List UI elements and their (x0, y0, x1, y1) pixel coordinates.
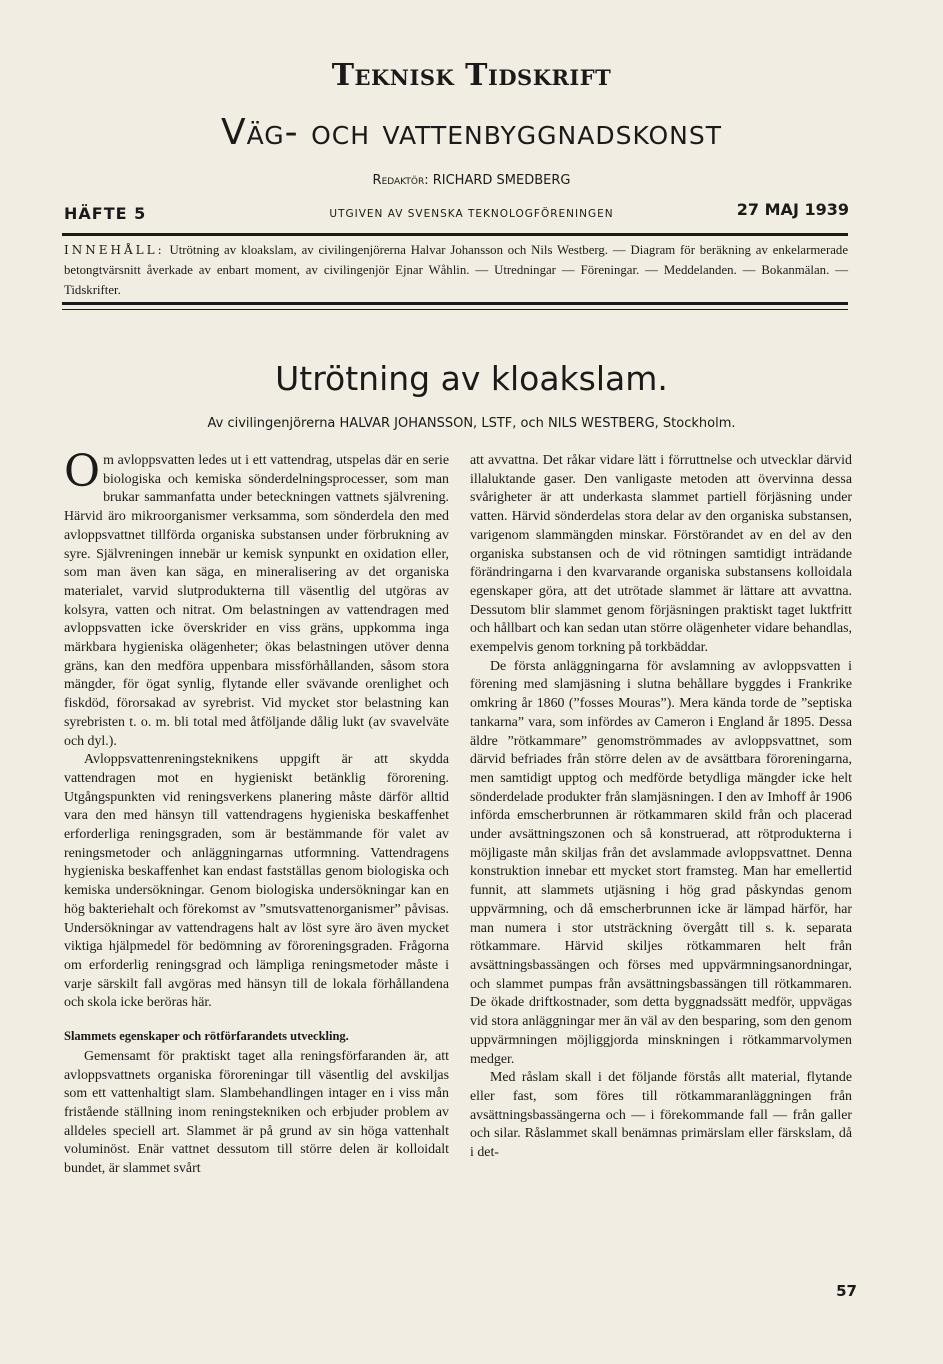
editor-line: Redaktör: RICHARD SMEDBERG (372, 173, 571, 188)
top-rule (62, 233, 848, 236)
article-column-right (470, 452, 852, 1163)
publisher-line: UTGIVEN AV SVENSKA TEKNOLOGFÖRENINGEN (329, 208, 614, 220)
issue-date: 27 MAJ 1939 (736, 200, 849, 219)
drop-cap: O (64, 446, 101, 497)
paragraph: att avvattna. Det råkar vidare lätt i förruttnelse och utvecklar därvid illaluktande gaser. Den vanligaste metoden att övervinna dessa svårigheter är att underkasta slammet partiell förjäsning under vatten. Härvid sönderdelas stora delar av den organiska substansen, varigenom slammängden minskar. Förstörandet av en del av den organiska substansen och de vid rötningen samtidigt inträdande förändringarna i den kvarvarande organiska substansens kolloidala egenskaper göra, att det utrötade slammet är lättare att avvattna. Dessutom blir slammet genom förjäsningen praktiskt taget luktfritt och hållbart och kan sedan utan större olägenheter vidare behandlas, exempelvis genom torkning på torkbäddar. (470, 453, 852, 656)
contents-label: INNEHÅLL: (64, 243, 165, 257)
contents-rule (62, 302, 848, 305)
paragraph: Avloppsvattenreningsteknikens uppgift är att skydda vattendragen mot en hygieniskt betänklig förorening. Utgångspunkten vid reningsverkens planering måste därför alltid vara den med hänsyn till vattendragens hygieniska beskaffenhet erforderliga reningsgraden, som är bestämmande för valet av reningsmetoder och anläggningarnas utformning. Vattendragens hygieniska beskaffenhet kan endast fastställas genom biologiska och kemiska undersökningar. Genom biologiska undersökningar kan en hög bakteriehalt och förekomst av ”smutsvattenorganismer” påvisas. Undersökningar av vattendragens halt av löst syre äro även mycket viktiga hjälpmedel för bedömning av föroreningsgraden. Frågorna om erforderlig reningsgrad och lämpliga reningsmetoder måste i varje särskilt fall avgöras med hänsyn till de lokala förhållandena och skola icke beröras här. (64, 752, 449, 1011)
table-of-contents (64, 240, 848, 300)
contents-text: Utrötning av kloakslam, av civilingenjörerna Halvar Johansson och Nils Westberg. — Diagram för beräkning av enkelarmerade betongtvärsnitt åverkade av enbart moment, av civilingenjör Ejnar Wåhlin. — Utredningar — Föreningar. — Meddelanden. — Bokanmälan. — Tidskrifter. (64, 243, 848, 297)
article-byline: Av civilingenjörerna HALVAR JOHANSSON, LSTF, och NILS WESTBERG, Stockholm. (207, 416, 736, 431)
paragraph: Gemensamt för praktiskt taget alla reningsförfaranden är, att avloppsvattnets organiska föroreningar till väsentlig del avskiljas som ett vattenhaltigt slam. Slambehandlingen intager en i viss mån fristående ställning inom reningstekniken och erbjuder problem av alldeles speciell art. Slammet är på grund av sin höga vattenhalt voluminöst. Enär vattnet dessutom till större delen är kolloidalt bundet, är slammet svårt (64, 1048, 449, 1177)
masthead: Teknisk Tidskrift (331, 58, 612, 93)
paragraph: De första anläggningarna för avslamning av avloppsvatten i förening med slamjäsning i slutna behållare byggdes i Frankrike omkring år 1860 (”fosses Mouras”). Mera kända torde de ”septiska tankarna” vara, som infördes av Cameron i England år 1895. Dessa äldre ”rötkammare” genomströmmades av avloppsvattnet, som därvid befriades från större delen av de avsättbara föroreningarna, men samtidigt upptog och medförde betydliga mängder icke helt sönderdelade produkter från slamjäsningen. I den av Imhoff år 1906 införda emscherbrunnen är rötkammaren skild från och placerad under avsättningszonen och så konstruerad, att rötprodukterna i möjligaste mån skiljas från det avslammade avloppsvattnet. Denna konstruktion innebar ett mycket stort framsteg. Man har emellertid funnit, att slammets utjäsning i hög grad påskyndas genom uppvärmning, och då emscherbrunnen icke är lämpad härför, har man numera i stor utsträckning övergått till s. k. separata rötkammare. Härvid skiljes rötkammaren helt från avsättningsbassängen och förses med uppvärmningsanordningar, och slammet pumpas från avsättningsbassängen till rötkammaren. De ökade driftkostnader, som detta byggnadssätt medför, uppvägas vid stora anläggningar mer än väl av den besparing, som den genom uppvärmningen möjliggjorda minskningen i rötkammarvolymen medger. (470, 658, 852, 1067)
journal-title: Väg- och vattenbyggnadskonst (220, 112, 722, 153)
paragraph: Med råslam skall i det följande förstås allt material, flytande eller fast, som föres till rötkammaranläggningen från avsättningsbassängerna och — i förekommande fall — från galler och silar. Råslammet skall benämnas primärslam eller färskslam, då i det- (470, 1070, 852, 1161)
paragraph-text: m avloppsvatten ledes ut i ett vattendrag, utspelas där en serie biologiska och kemiska sönderdelningsprocesser, som man brukar sammanfatta under beteckningen vattnets självrening. Härvid äro mikroorganismer verksamma, som sönderdela den med avloppsvattnet tillförda organiska substansen under förbrukning av syre. Självreningen innebär ur kemisk synpunkt en oxidation eller, som man även kan säga, en mineralisering av det organiska materialet, varvid slutprodukterna till väsentlig del utgöras av kolsyra, vatten och nitrat. Om belastningen av vattendragen med avloppsvatten icke överskrider en viss gräns, uppkomma inga märkbara hygieniska olägenheter; ökas belastningen utöver denna gräns, kan den medföra uppenbara missförhållanden, såsom stora mängder, för ögat synlig, flytande eller svävande orenlighet och fiskdöd, förorsakad av syrebrist. Vid mycket stor belastning kan syrebristen t. o. m. bli total med åtföljande dålig lukt (av svavelväte och dyl.). (64, 453, 449, 749)
article-column-left (64, 446, 449, 1179)
issue-number: HÄFTE 5 (64, 204, 147, 223)
article-title: Utrötning av kloakslam. (275, 359, 668, 398)
contents-rule-thin (62, 309, 848, 310)
page-number: 57 (836, 1282, 857, 1300)
paragraph (64, 446, 449, 751)
section-subheading: Slammets egenskaper och rötförfarandets utveckling. (64, 1029, 349, 1044)
